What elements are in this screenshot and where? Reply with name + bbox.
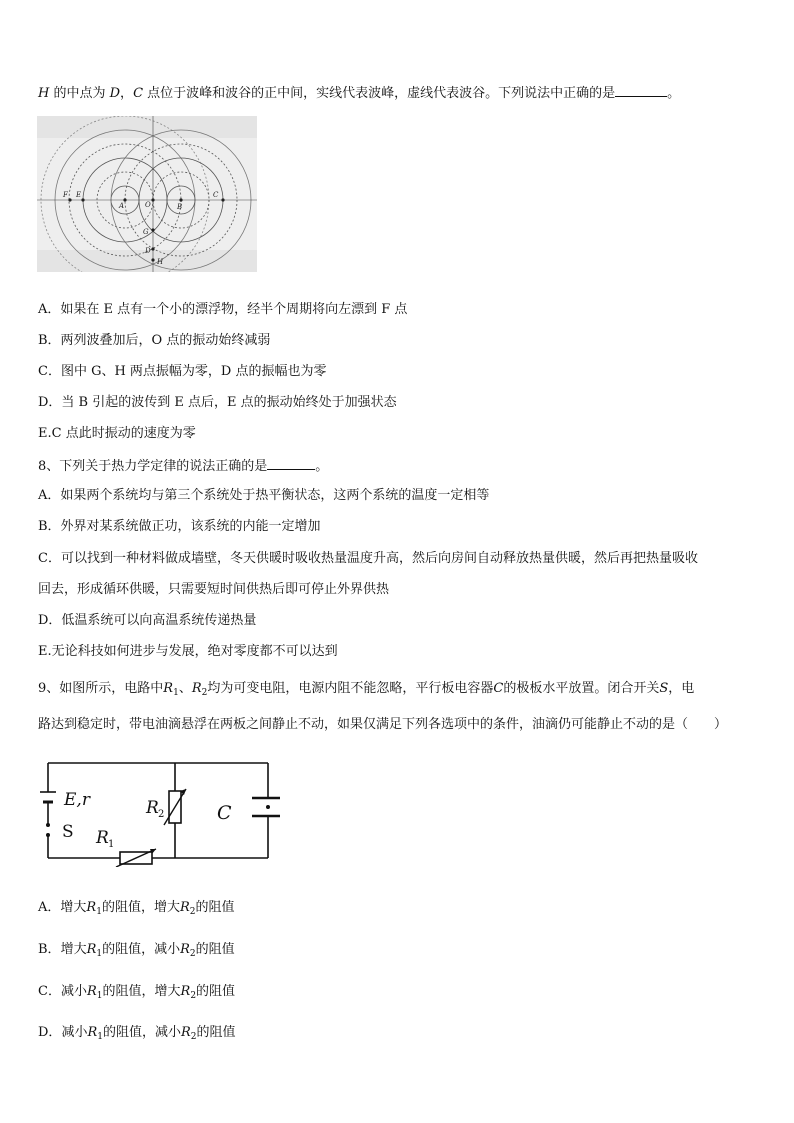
option-text-c: 的阻值 bbox=[196, 1025, 236, 1040]
q7-option-e: E.C 点此时振动的速度为零 bbox=[38, 426, 196, 441]
q7-intro-text-1: 的中点为 bbox=[49, 86, 110, 101]
point-d-label: D bbox=[109, 86, 121, 101]
switch-symbol: S bbox=[659, 681, 669, 696]
r1-subscript: 1 bbox=[96, 991, 103, 1001]
fig-label-o: O bbox=[145, 201, 151, 209]
r1-subscript: 1 bbox=[173, 688, 179, 698]
q9-option-d bbox=[38, 1025, 236, 1045]
q9-stem-line1 bbox=[38, 681, 694, 701]
q9-option-c bbox=[38, 984, 235, 1004]
fig-label-b: B bbox=[177, 203, 183, 211]
circuit-label-c: C bbox=[217, 802, 232, 824]
q9-separator: 、 bbox=[178, 681, 192, 696]
q7-option-a: A．如果在 E 点有一个小的漂浮物，经半个周期将向左漂到 F 点 bbox=[38, 302, 408, 317]
q7-option-b: B．两列波叠加后，O 点的振动始终减弱 bbox=[38, 333, 271, 348]
q8-option-e: E.无论科技如何进步与发展，绝对零度都不可以达到 bbox=[38, 644, 338, 659]
r2-subscript: 2 bbox=[201, 688, 208, 698]
fig-label-c: C bbox=[213, 191, 219, 199]
r1-symbol: R bbox=[86, 900, 97, 915]
r2-subscript: 2 bbox=[189, 949, 196, 959]
option-text-c: 的阻值 bbox=[196, 984, 236, 999]
q8-stem-end: 。 bbox=[315, 459, 329, 474]
q8-option-c-line1: C．可以找到一种材料做成墙壁，冬天供暖时吸收热量温度升高，然后向房间自动释放热量供暖，然后再把热量吸收 bbox=[38, 551, 698, 566]
option-text-a: 减小 bbox=[60, 984, 87, 999]
r2-subscript: 2 bbox=[189, 907, 196, 917]
option-prefix: A． bbox=[38, 900, 61, 915]
fig-label-d: D bbox=[145, 247, 151, 255]
r2-subscript: 2 bbox=[190, 1032, 197, 1042]
r2-symbol: R bbox=[181, 1025, 191, 1040]
r2-symbol: R bbox=[179, 900, 190, 915]
q8-stem-text: 8、下列关于热力学定律的说法正确的是 bbox=[38, 459, 268, 474]
q9-stem-text-b: 均为可变电阻，电源内阻不能忽略，平行板电容器 bbox=[207, 681, 494, 696]
option-text-b: 的阻值，减小 bbox=[102, 1025, 181, 1040]
option-text-b: 的阻值，增大 bbox=[102, 984, 181, 999]
wave-interference-figure bbox=[37, 116, 257, 272]
fig-label-g: G bbox=[143, 228, 149, 236]
q8-option-d: D．低温系统可以向高温系统传递热量 bbox=[38, 613, 257, 628]
r2-subscript: 2 bbox=[190, 991, 197, 1001]
q7-intro-comma: ， bbox=[120, 86, 134, 101]
circuit-diagram bbox=[40, 755, 280, 867]
r2-symbol: R bbox=[191, 681, 202, 696]
option-prefix: D． bbox=[38, 1025, 62, 1040]
option-text-a: 增大 bbox=[60, 900, 87, 915]
circuit-label-r1: R bbox=[96, 828, 109, 848]
r1-symbol: R bbox=[86, 984, 97, 999]
resistor-r1-symbol bbox=[116, 849, 156, 867]
r1-subscript: 1 bbox=[97, 1032, 103, 1042]
fig-label-f: F bbox=[63, 191, 68, 199]
r1-symbol: R bbox=[87, 1025, 98, 1040]
option-text-c: 的阻值 bbox=[195, 900, 235, 915]
r1-symbol: R bbox=[163, 681, 174, 696]
circuit-label-r2: R bbox=[146, 798, 159, 818]
q7-intro-text-2: 点位于波峰和波谷的正中间，实线代表波峰，虚线代表波谷。下列说法中正确的是 bbox=[143, 86, 616, 101]
q8-option-a: A．如果两个系统均与第三个系统处于热平衡状态，这两个系统的温度一定相等 bbox=[38, 488, 490, 503]
q8-option-b: B．外界对某系统做正功，该系统的内能一定增加 bbox=[38, 519, 321, 534]
q9-option-a bbox=[38, 900, 235, 920]
r2-symbol: R bbox=[180, 942, 190, 957]
option-prefix: B． bbox=[38, 942, 61, 957]
point-h-label: H bbox=[38, 86, 50, 101]
q9-stem-text-d: ，电 bbox=[668, 681, 695, 696]
capacitor-c-symbol bbox=[252, 798, 280, 816]
q8-option-c-line2: 回去，形成循环供暖，只需要短时间供热后即可停止外界供热 bbox=[38, 582, 390, 597]
option-text-b: 的阻值，减小 bbox=[102, 942, 181, 957]
fig-label-h: H bbox=[157, 258, 164, 266]
q7-intro-end: 。 bbox=[667, 86, 681, 101]
option-prefix: C． bbox=[38, 984, 61, 999]
q7-intro-line bbox=[38, 84, 680, 102]
answer-blank bbox=[615, 84, 667, 97]
fig-label-a: A bbox=[119, 202, 125, 210]
circuit-label-r2-sub: 2 bbox=[158, 809, 165, 820]
fig-label-e: E bbox=[76, 191, 82, 199]
option-text-a: 增大 bbox=[60, 942, 87, 957]
oil-droplet bbox=[266, 805, 270, 809]
option-text-c: 的阻值 bbox=[195, 942, 235, 957]
q8-stem bbox=[38, 457, 328, 475]
circuit-label-r1-sub: 1 bbox=[108, 839, 115, 850]
option-text-b: 的阻值，增大 bbox=[101, 900, 180, 915]
capacitor-symbol: C bbox=[493, 681, 504, 696]
switch-s-symbol bbox=[46, 823, 50, 837]
r1-subscript: 1 bbox=[96, 907, 102, 917]
q9-stem-line2: 路达到稳定时，带电油滴悬浮在两板之间静止不动，如果仅满足下列各选项中的条件，油滴仍可能静止不动的是（ ） bbox=[38, 717, 728, 732]
r1-symbol: R bbox=[86, 942, 97, 957]
q9-stem-text-c: 的极板水平放置。闭合开关 bbox=[503, 681, 660, 696]
answer-blank bbox=[267, 457, 315, 470]
q9-option-b bbox=[38, 942, 235, 962]
q9-stem-text-a: 9、如图所示，电路中 bbox=[38, 681, 164, 696]
point-c-label: C bbox=[133, 86, 144, 101]
circuit-label-s: S bbox=[62, 822, 74, 842]
r1-subscript: 1 bbox=[96, 949, 103, 959]
q7-option-d: D．当 B 引起的波传到 E 点后，E 点的振动始终处于加强状态 bbox=[38, 395, 397, 410]
q7-option-c: C．图中 G、H 两点振幅为零，D 点的振幅也为零 bbox=[38, 364, 327, 379]
r2-symbol: R bbox=[180, 984, 191, 999]
resistor-r2-symbol bbox=[164, 789, 186, 825]
option-text-a: 减小 bbox=[61, 1025, 88, 1040]
battery-symbol bbox=[40, 792, 56, 802]
circuit-label-emf: E,r bbox=[64, 790, 90, 810]
